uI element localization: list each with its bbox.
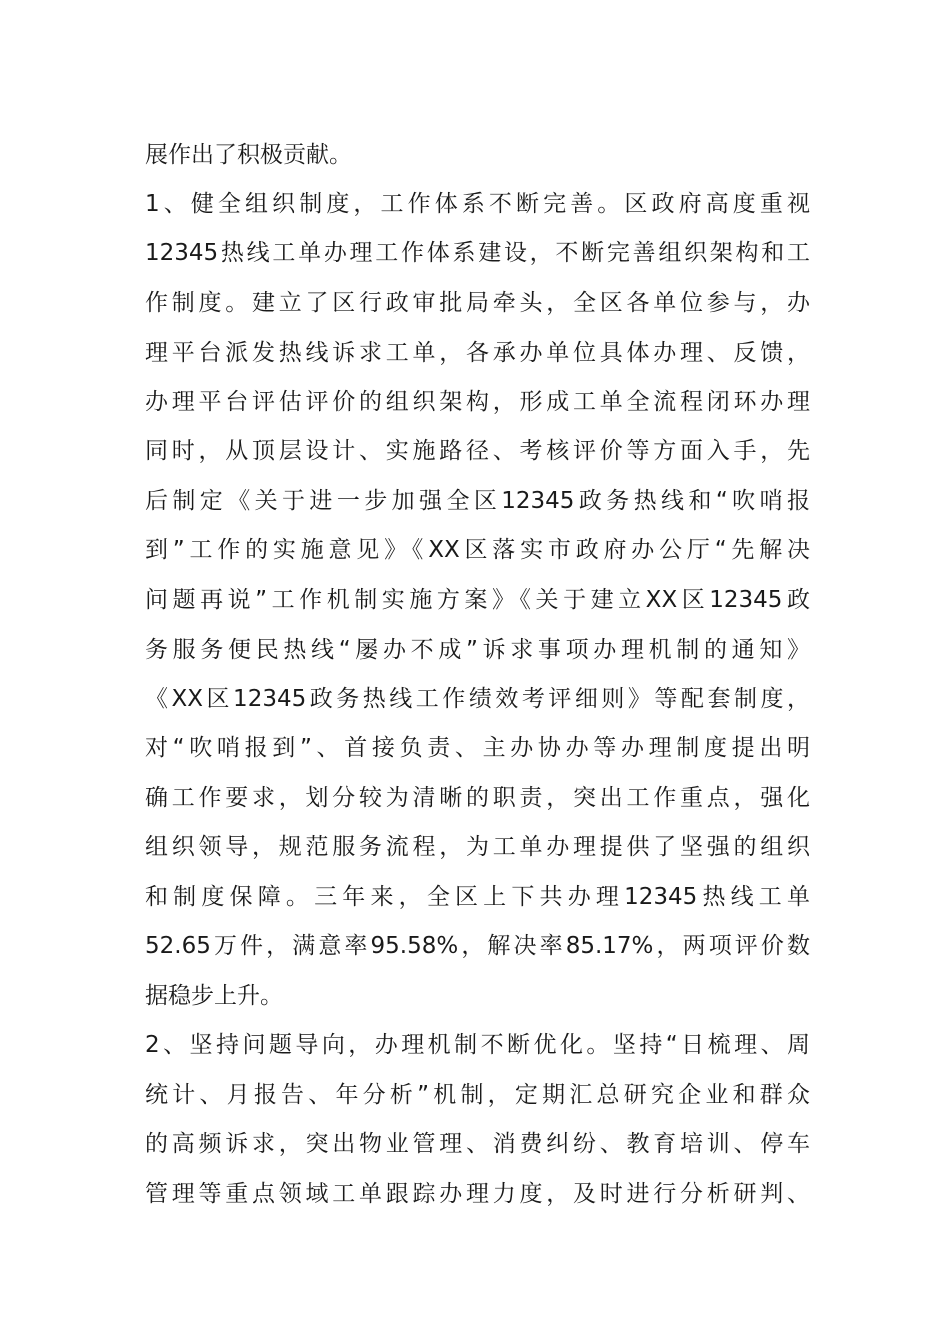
text-line: 1、健全组织制度，工作体系不断完善。区政府高度重视 [145,191,810,217]
text-line: 展作出了积极贡献。 [145,142,352,168]
text-line: 《XX区12345政务热线工作绩效考评细则》等配套制度， [145,686,810,712]
text-line: 对“吹哨报到”、首接负责、主办协办等办理制度提出明 [145,735,810,761]
text-line: 2、坚持问题导向，办理机制不断优化。坚持“日梳理、周 [145,1032,810,1058]
text-line: 务服务便民热线“屡办不成”诉求事项办理机制的通知》 [145,637,810,663]
text-line: 同时，从顶层设计、实施路径、考核评价等方面入手，先 [145,438,810,464]
text-line: 到”工作的实施意见》《XX区落实市政府办公厅“先解决 [145,537,810,563]
text-line: 统计、月报告、年分析”机制，定期汇总研究企业和群众 [145,1082,810,1108]
text-line: 据稳步上升。 [145,983,283,1009]
text-line: 作制度。建立了区行政审批局牵头，全区各单位参与，办 [145,290,810,316]
text-line: 12345热线工单办理工作体系建设，不断完善组织架构和工 [145,240,810,266]
text-line: 后制定《关于进一步加强全区12345政务热线和“吹哨报 [145,488,810,514]
text-line: 52.65万件，满意率95.58%，解决率85.17%，两项评价数 [145,933,810,959]
text-line: 确工作要求，划分较为清晰的职责，突出工作重点，强化 [145,785,810,811]
text-line: 管理等重点领域工单跟踪办理力度，及时进行分析研判、 [145,1181,810,1207]
text-line: 办理平台评估评价的组织架构，形成工单全流程闭环办理 [145,389,810,415]
text-line: 组织领导，规范服务流程，为工单办理提供了坚强的组织 [145,834,810,860]
text-line: 问题再说”工作机制实施方案》《关于建立XX区12345政 [145,587,810,613]
text-line: 的高频诉求，突出物业管理、消费纠纷、教育培训、停车 [145,1131,810,1157]
text-line: 理平台派发热线诉求工单，各承办单位具体办理、反馈， [145,340,810,366]
text-line: 和制度保障。三年来，全区上下共办理12345热线工单 [145,884,810,910]
